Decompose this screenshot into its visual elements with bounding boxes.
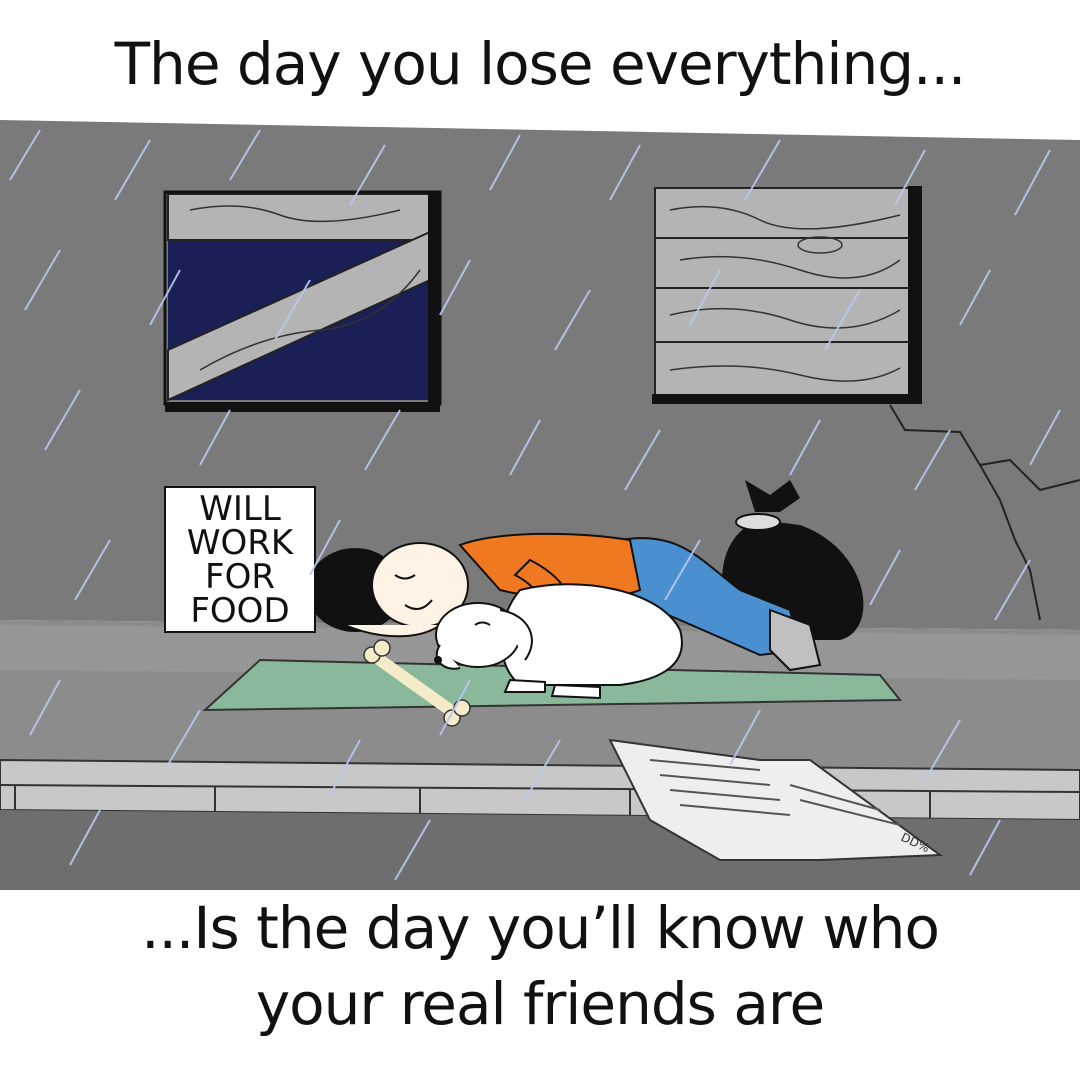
sign-line-4: FOOD [190,591,290,631]
sign-line-3: FOR [205,557,275,597]
sign-line-1: WILL [199,489,281,529]
bottom-caption [0,890,1080,1042]
bottom-caption-line-2: your real friends are [255,970,825,1038]
comic-panel [0,120,1080,890]
top-caption: The day you lose everything... [114,30,966,98]
sign-line-2: WORK [186,523,294,563]
newspaper-text: DD% [898,830,932,856]
curb [0,760,1080,890]
left-window [165,192,440,412]
bottom-caption-line-1: ...Is the day you’ll know who [141,894,939,962]
right-window [652,186,922,404]
will-work-for-food-sign [165,487,315,632]
